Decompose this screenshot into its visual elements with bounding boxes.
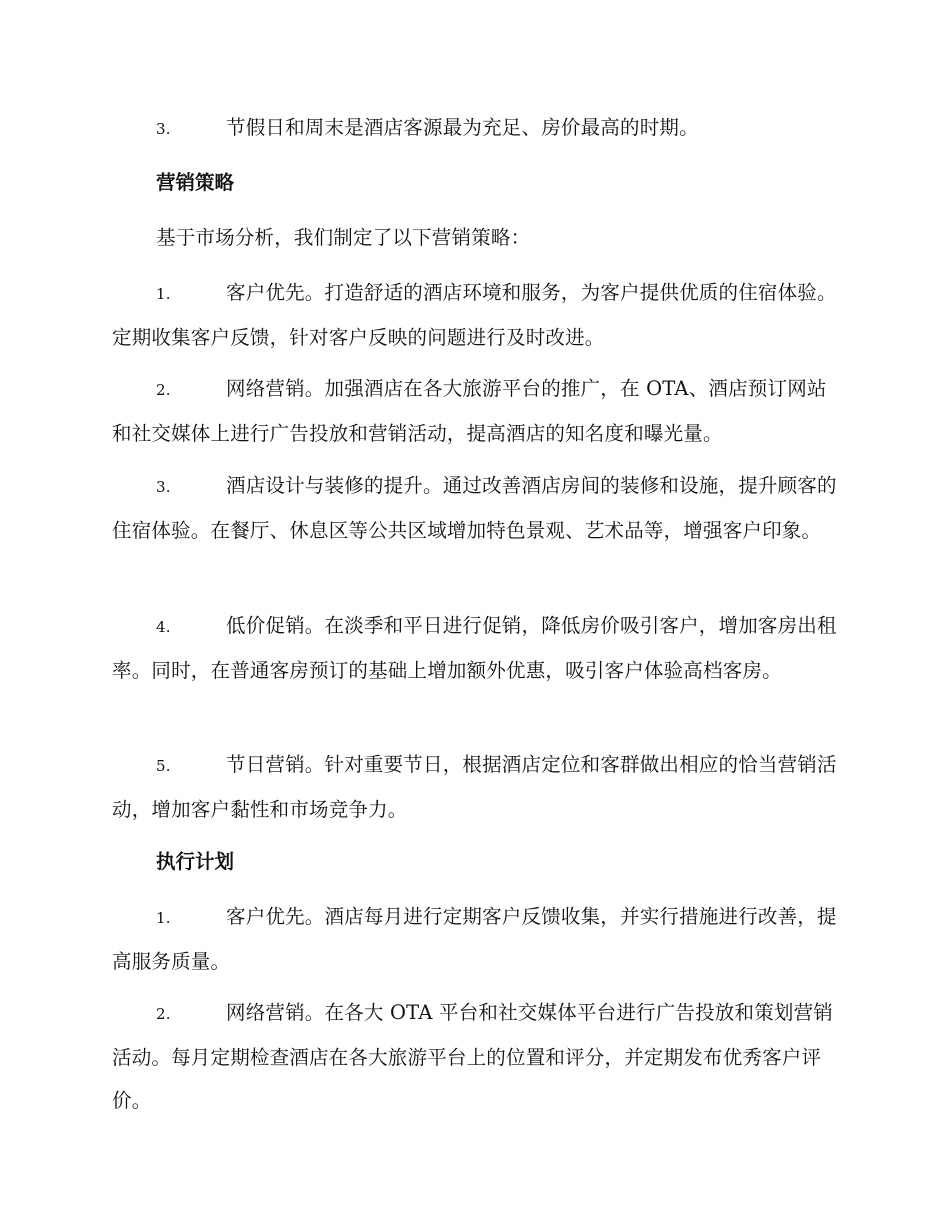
list-number: 3. [156,478,171,496]
list-text: 低价促销。在淡季和平日进行促销，降低房价吸引客户，增加客房出租率。同时，在普通客房预订的基础上增加额外优惠，吸引客户体验高档客房。 [112,614,837,682]
paragraph-intro: 基于市场分析，我们制定了以下营销策略： [156,226,531,249]
list-text: 网络营销。在各大 OTA 平台和社交媒体平台进行广告投放和策划营销活动。每月定期检查酒店在各大旅游平台上的位置和评分，并定期发布优秀客户评价。 [112,1001,834,1112]
list-number: 1. [156,909,171,927]
list-item [112,604,842,692]
list-text: 节假日和周末是酒店客源最为充足、房价最高的时期。 [226,116,699,139]
list-text: 节日营销。针对重要节日，根据酒店定位和客群做出相应的恰当营销活动，增加客户黏性和市场竞争力。 [112,753,837,821]
section-heading-marketing: 营销策略 [156,171,235,194]
list-number: 2. [156,1005,171,1023]
list-text: 客户优先。打造舒适的酒店环境和服务，为客户提供优质的住宿体验。定期收集客户反馈，针对客户反映的问题进行及时改进。 [112,281,837,349]
list-number: 1. [156,285,171,303]
list-item [112,367,842,455]
list-item [112,895,842,983]
list-text: 网络营销。加强酒店在各大旅游平台的推广，在 OTA、酒店预订网站和社交媒体上进行广告投放和营销活动，提高酒店的知名度和曝光量。 [112,377,827,445]
list-number: 2. [156,381,171,399]
list-item [112,271,842,359]
list-text: 客户优先。酒店每月进行定期客户反馈收集，并实行措施进行改善，提高服务质量。 [112,905,837,973]
list-item [112,464,842,552]
list-text: 酒店设计与装修的提升。通过改善酒店房间的装修和设施，提升顾客的住宿体验。在餐厅、休息区等公共区域增加特色景观、艺术品等，增强客户印象。 [112,474,837,542]
list-item [112,743,842,831]
list-item [112,991,842,1122]
list-item [112,106,842,151]
list-number: 3. [156,120,171,138]
section-heading-execution: 执行计划 [156,850,235,873]
list-number: 5. [156,757,171,775]
list-number: 4. [156,618,171,636]
